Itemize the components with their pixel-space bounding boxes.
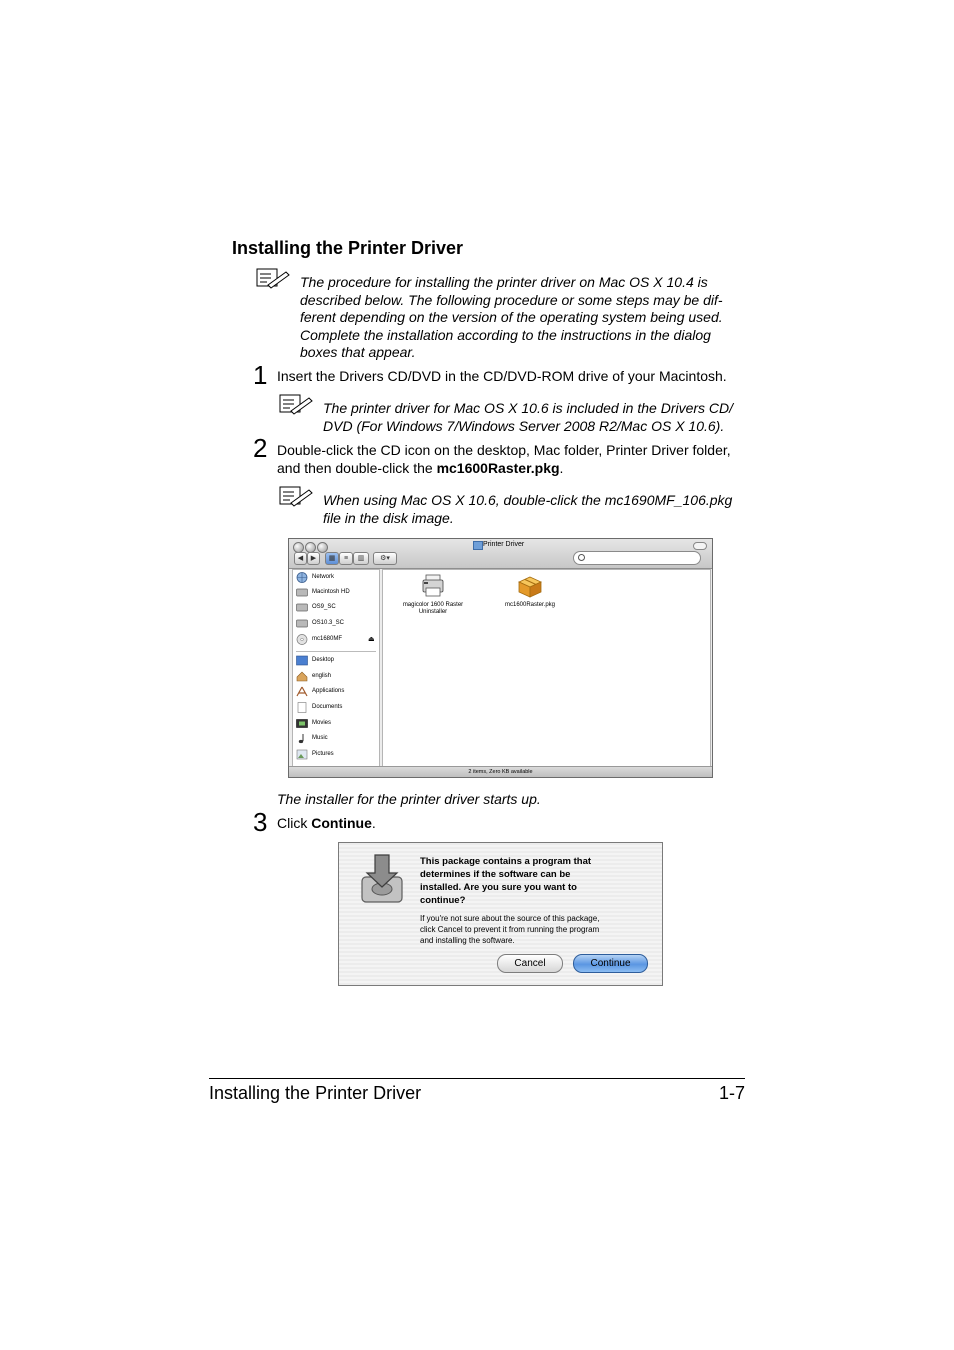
- sidebar-item-mc1680mf[interactable]: mc1680MF ⏏: [296, 633, 376, 646]
- step-text: Click Continue.: [277, 815, 376, 831]
- footer-rule: [209, 1078, 745, 1079]
- file-item-package[interactable]: mc1600Raster.pkg: [485, 574, 575, 609]
- toolbar-toggle-button[interactable]: [693, 542, 707, 550]
- eject-icon[interactable]: ⏏: [368, 636, 375, 643]
- cd-icon: [296, 634, 308, 645]
- footer-title: Installing the Printer Driver: [209, 1083, 422, 1103]
- finder-titlebar: [289, 539, 712, 569]
- dialog-body: If you're not sure about the source of this package, click Cancel to prevent it from running the program and installing the software.: [420, 914, 600, 945]
- music-icon: [296, 733, 308, 744]
- folder-icon: [473, 541, 483, 550]
- search-icon: [578, 554, 585, 561]
- installer-dialog: [338, 842, 663, 986]
- note-icon: [279, 486, 313, 508]
- search-field[interactable]: [573, 551, 701, 565]
- step-number: 3: [253, 807, 268, 837]
- hard-drive-icon: [296, 618, 308, 629]
- finder-content: [382, 569, 711, 767]
- documents-icon: [296, 702, 308, 713]
- printer-icon: [422, 574, 444, 598]
- back-button[interactable]: ◀: [294, 552, 307, 565]
- note-icon: [279, 394, 313, 416]
- applications-icon: [296, 686, 308, 697]
- globe-icon: [296, 572, 308, 583]
- movies-icon: [296, 718, 308, 729]
- finder-sidebar: Network Macintosh HD OS9_SC OS10.3_SC mc1680MF ⏏ Desktop english Applications Documents Movies Music Pictures: [292, 569, 380, 767]
- installer-drive-icon: [359, 853, 405, 905]
- step-note: When using Mac OS X 10.6, double-click the mc1690MF_106.pkg file in the disk image.: [323, 492, 733, 526]
- step-text: Double-click the CD icon on the desktop, Mac folder, Printer Driver folder, and then double-click the mc1600Raster.pkg.: [277, 442, 731, 476]
- list-view-button[interactable]: ≡: [339, 552, 353, 565]
- forward-button[interactable]: ▶: [307, 552, 320, 565]
- action-menu-button[interactable]: ⚙▾: [373, 552, 397, 565]
- home-icon: [296, 671, 308, 682]
- icon-view-button[interactable]: ▦: [325, 552, 339, 565]
- sidebar-divider: [296, 651, 376, 652]
- package-name: mc1600Raster.pkg: [436, 459, 560, 476]
- dialog-heading: This package contains a program that determines if the software can be installed. Are you sure you want to continue?: [420, 856, 592, 906]
- step-text: Insert the Drivers CD/DVD in the CD/DVD-ROM drive of your Macintosh.: [277, 368, 727, 384]
- pictures-icon: [296, 749, 308, 760]
- column-view-button[interactable]: ▥: [353, 552, 369, 565]
- step-number: 2: [253, 433, 268, 463]
- hard-drive-icon: [296, 587, 308, 598]
- finder-title: Printer Driver: [483, 541, 525, 548]
- installer-starts-text: The installer for the printer driver starts up.: [277, 791, 541, 807]
- package-icon: [517, 574, 543, 598]
- section-title: Installing the Printer Driver: [232, 238, 464, 258]
- finder-status-bar: [289, 766, 712, 777]
- finder-window: [288, 538, 713, 778]
- hard-drive-icon: [296, 602, 308, 613]
- page-number: 1-7: [718, 1083, 745, 1103]
- intro-note: The procedure for installing the printer driver on Mac OS X 10.4 is described below. The following procedure or some steps may be dif- ferent depending on the version of the operating system being used. Complete the installation according to the instructions in the dialog boxes that appear.: [300, 274, 723, 360]
- status-text: 2 items, Zero KB available: [468, 769, 533, 775]
- continue-button[interactable]: Continue: [573, 954, 648, 973]
- note-icon: [256, 268, 290, 290]
- step-note: The printer driver for Mac OS X 10.6 is included in the Drivers CD/ DVD (For Windows 7/Windows Server 2008 R2/Mac OS X 10.6).: [323, 400, 734, 434]
- step-number: 1: [253, 360, 268, 390]
- file-item-uninstaller[interactable]: magicolor 1600 Raster Uninstaller: [388, 574, 478, 616]
- desktop-icon: [296, 655, 308, 666]
- cancel-button[interactable]: Cancel: [497, 954, 563, 973]
